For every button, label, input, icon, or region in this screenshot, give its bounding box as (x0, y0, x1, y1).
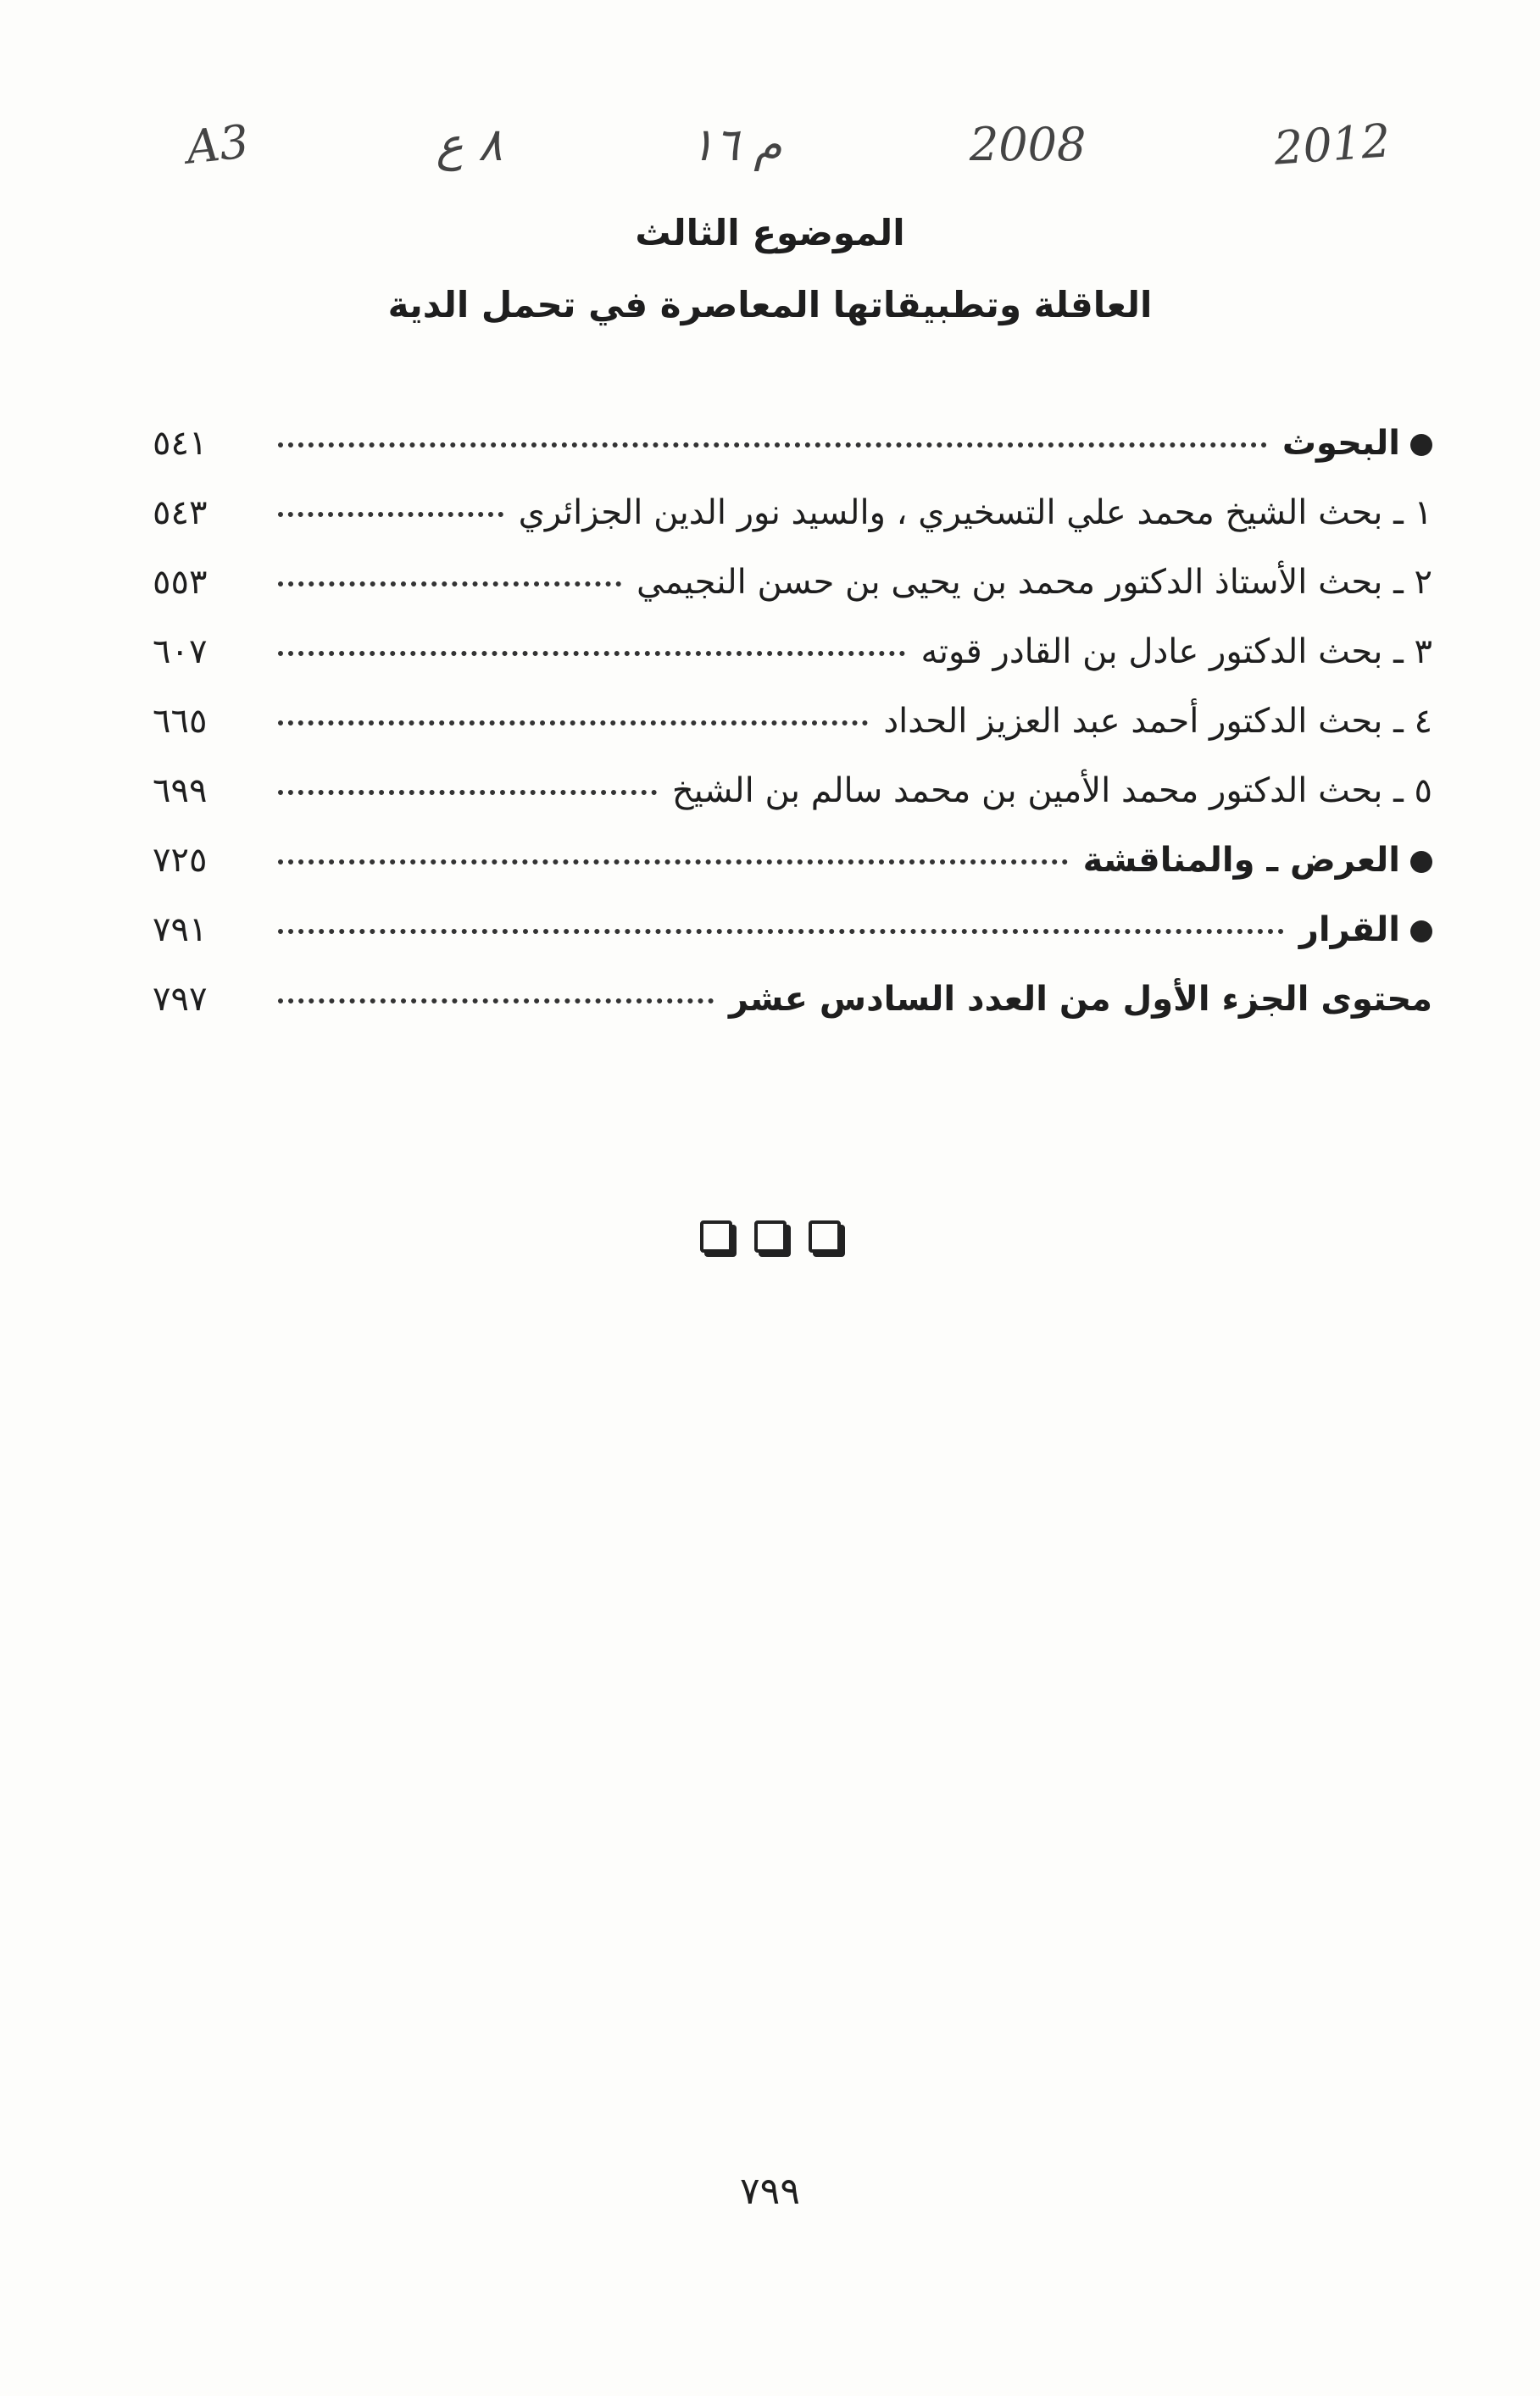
toc-row[interactable] (153, 424, 1432, 493)
toc-entry-title: ٤ ـ بحث الدكتور أحمد عبد العزيز الحداد (883, 702, 1432, 741)
toc-page-number: ٧٩١ (153, 910, 208, 949)
toc-page-number: ٦٦٥ (153, 702, 208, 741)
table-of-contents (153, 424, 1432, 1049)
toc-page-number: ٥٤١ (153, 424, 208, 463)
dot-leader (278, 790, 657, 795)
toc-page-number: ٥٥٣ (153, 563, 208, 602)
dot-leader (278, 720, 868, 725)
toc-entry-title: القرار (1298, 910, 1400, 949)
handwritten-notes (183, 110, 1392, 178)
toc-entry-title: ٣ ـ بحث الدكتور عادل بن القادر قوته (920, 632, 1432, 671)
title-block (0, 212, 1540, 325)
toc-entry (1282, 424, 1432, 463)
toc-entry-title: ١ ـ بحث الشيخ محمد علي التسخيري ، والسيد نور الدين الجزائري (518, 493, 1432, 532)
toc-entry (1299, 910, 1432, 949)
toc-page-number: ٦٩٩ (153, 771, 208, 810)
dot-leader (278, 512, 503, 517)
toc-row[interactable] (153, 563, 1432, 632)
topic-subtitle: العاقلة وتطبيقاتها المعاصرة في تحمل الدية (387, 284, 1153, 325)
handwritten-note: 2012 (1271, 113, 1392, 175)
dot-leader (278, 998, 714, 1003)
handwritten-note: A3 (183, 114, 252, 175)
handwritten-note: م ١٦ (690, 117, 782, 171)
bullet-icon (1410, 851, 1432, 873)
section-end-ornament (0, 1220, 1540, 1253)
toc-row[interactable] (153, 632, 1432, 702)
dot-leader (278, 859, 1068, 864)
dot-leader (278, 442, 1267, 448)
toc-page-number: ٦٠٧ (153, 632, 208, 671)
dot-leader (278, 581, 621, 586)
bullet-icon (1410, 434, 1432, 456)
toc-row[interactable] (153, 771, 1432, 841)
handwritten-note: ٨ ع (436, 117, 503, 171)
toc-page-number: ٥٤٣ (153, 493, 208, 532)
toc-entry-title: العرض ـ والمناقشة (1082, 841, 1400, 880)
square-icon (809, 1220, 841, 1253)
toc-row[interactable] (153, 702, 1432, 771)
toc-entry (1083, 841, 1432, 880)
handwritten-note: 2008 (969, 117, 1087, 171)
toc-entry-title: ٥ ـ بحث الدكتور محمد الأمين بن محمد سالم بن الشيخ (671, 771, 1432, 810)
square-icon (754, 1220, 787, 1253)
page-number: ٧٩٩ (740, 2170, 800, 2213)
dot-leader (278, 929, 1284, 934)
toc-page-number: ٧٢٥ (153, 841, 208, 880)
topic-title: الموضوع الثالث (635, 212, 905, 253)
toc-entry-title: ٢ ـ بحث الأستاذ الدكتور محمد بن يحيى بن حسن النجيمي (637, 563, 1432, 602)
toc-row[interactable] (153, 493, 1432, 563)
toc-row[interactable] (153, 980, 1432, 1049)
toc-entry-title: محتوى الجزء الأول من العدد السادس عشر (729, 980, 1432, 1019)
dot-leader (278, 651, 905, 656)
toc-page-number: ٧٩٧ (153, 980, 208, 1019)
square-icon (700, 1220, 732, 1253)
toc-row[interactable] (153, 910, 1432, 980)
toc-row[interactable] (153, 841, 1432, 910)
bullet-icon (1410, 920, 1432, 942)
toc-entry-title: البحوث (1281, 424, 1400, 463)
